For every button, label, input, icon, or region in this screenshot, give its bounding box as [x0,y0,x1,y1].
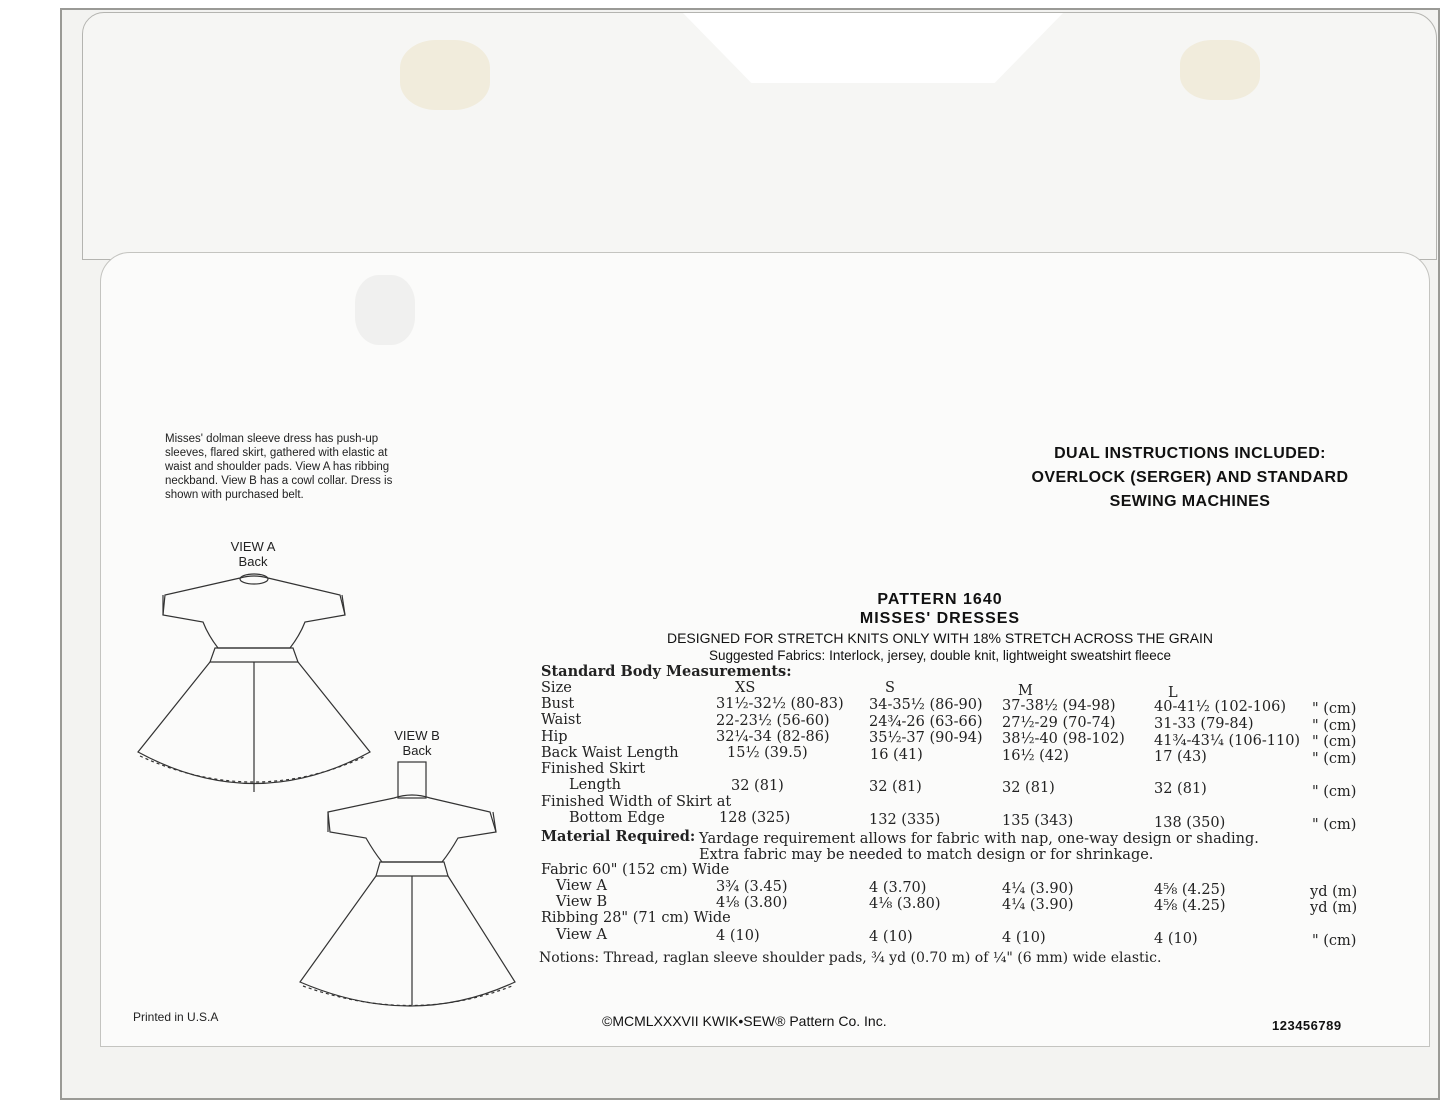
ribbing-view-a-l: 4 (10) [1154,931,1198,947]
flap-stain [400,40,490,110]
size-s: S [885,680,895,696]
dual-line: OVERLOCK (SERGER) AND STANDARD [1031,469,1349,486]
fabric-label: Fabric 60" (152 cm) Wide [541,862,730,878]
skirt-width-label-1: Finished Width of Skirt at [541,794,732,810]
fabric-view-a-s: 4 (3.70) [869,880,927,896]
skirt-length-label-2: Length [569,777,621,793]
waist-l: 31-33 (79-84) [1154,716,1254,732]
skirt-length-unit: " (cm) [1312,784,1357,800]
fabric-view-b-l: 4⅝ (4.25) [1154,898,1226,914]
skirt-length-m: 32 (81) [1002,780,1055,796]
size-l: L [1168,685,1178,701]
skirt-width-label-2: Bottom Edge [569,810,665,826]
printed-in: Printed in U.S.A [133,1010,219,1024]
fabric-view-a-m: 4¼ (3.90) [1002,881,1074,897]
description-line: Misses' dolman sleeve dress has push-up [165,433,379,445]
fabric-view-b-label: View B [556,894,608,910]
waist-unit: " (cm) [1312,718,1357,734]
back-waist-m: 16½ (42) [1002,748,1069,764]
bust-m: 37-38½ (94-98) [1002,698,1116,714]
description-line: sleeves, flared skirt, gathered with elastic at [165,447,388,459]
view-b-title: VIEW B [394,728,440,743]
view-b-label [377,728,457,758]
back-waist-l: 17 (43) [1154,749,1207,765]
notions: Notions: Thread, raglan sleeve shoulder pads, ¾ yd (0.70 m) of ¼" (6 mm) wide elastic. [539,950,1162,966]
fabric-view-b-xs: 4⅛ (3.80) [716,895,788,911]
row-label-hip: Hip [541,729,568,745]
hip-xs: 32¼-34 (82-86) [716,729,830,745]
material-heading: Material Required: [541,828,696,845]
row-label-back-waist: Back Waist Length [541,745,679,761]
size-m: M [1018,683,1033,699]
flap-notch [683,13,1063,83]
skirt-length-xs: 32 (81) [731,778,784,794]
description-line: waist and shoulder pads. View A has ribbing [165,461,390,473]
dual-line: DUAL INSTRUCTIONS INCLUDED: [1054,445,1326,462]
row-label-bust: Bust [541,696,575,712]
pattern-code: 123456789 [1272,1018,1342,1033]
skirt-length-s: 32 (81) [869,779,922,795]
ribbing-view-a-xs: 4 (10) [716,928,760,944]
hip-l: 41¾-43¼ (106-110) [1154,733,1301,749]
fabric-view-a-xs: 3¾ (3.45) [716,879,788,895]
dual-instructions-note [990,442,1390,514]
skirt-length-l: 32 (81) [1154,781,1207,797]
waist-xs: 22-23½ (56-60) [716,713,830,729]
panel-tear [355,275,415,345]
skirt-width-m: 135 (343) [1002,813,1074,829]
view-a-sub: Back [238,554,268,569]
view-b-dress-illustration [290,760,520,1015]
hip-m: 38½-40 (98-102) [1002,731,1125,747]
bust-s: 34-35½ (86-90) [869,697,983,713]
back-waist-xs: 15½ (39.5) [727,745,808,761]
view-b-sub: Back [402,743,432,758]
dual-line: SEWING MACHINES [1109,493,1271,510]
ribbing-view-a-unit: " (cm) [1312,933,1357,949]
skirt-width-xs: 128 (325) [719,810,791,826]
flap-stain [1180,40,1260,100]
back-waist-unit: " (cm) [1312,751,1357,767]
ribbing-label: Ribbing 28" (71 cm) Wide [541,910,731,926]
pattern-description [165,432,465,502]
material-note-2: Extra fabric may be needed to match design or for shrinkage. [699,847,1154,863]
fabric-view-a-unit: yd (m) [1310,884,1358,900]
fabric-view-b-unit: yd (m) [1310,900,1358,916]
designed-note: DESIGNED FOR STRETCH KNITS ONLY WITH 18% STRETCH ACROSS THE GRAIN [666,630,1214,646]
pattern-number: PATTERN 1640 [877,591,1003,608]
back-waist-s: 16 (41) [870,747,923,763]
pattern-name: MISSES' DRESSES [859,610,1021,627]
skirt-length-label-1: Finished Skirt [541,761,646,777]
description-line: neckband. View B has a cowl collar. Dress is [165,475,393,487]
fabric-view-a-label: View A [556,878,607,894]
size-xs: XS [735,680,756,696]
waist-m: 27½-29 (70-74) [1002,715,1116,731]
hip-unit: " (cm) [1312,734,1357,750]
skirt-width-unit: " (cm) [1312,817,1357,833]
view-a-title: VIEW A [230,539,276,554]
material-note-1: Yardage requirement allows for fabric with nap, one-way design or shading. [699,831,1259,847]
waist-s: 24¾-26 (63-66) [869,714,983,730]
size-label: Size [541,680,572,696]
measurements-heading: Standard Body Measurements: [541,663,792,680]
description-line: shown with purchased belt. [165,489,304,501]
bust-unit: " (cm) [1312,701,1357,717]
skirt-width-s: 132 (335) [869,812,941,828]
pattern-header [540,590,1340,664]
ribbing-view-a-label: View A [556,927,607,943]
ribbing-view-a-m: 4 (10) [1002,930,1046,946]
hip-s: 35½-37 (90-94) [869,730,983,746]
view-a-label [213,539,293,569]
suggested-fabrics: Suggested Fabrics: Interlock, jersey, double knit, lightweight sweatshirt fleece [709,648,1171,663]
skirt-width-l: 138 (350) [1154,815,1226,831]
bust-l: 40-41½ (102-106) [1154,699,1287,715]
ribbing-view-a-s: 4 (10) [869,929,913,945]
fabric-view-a-l: 4⅝ (4.25) [1154,882,1226,898]
fabric-view-b-s: 4⅛ (3.80) [869,896,941,912]
fabric-view-b-m: 4¼ (3.90) [1002,897,1074,913]
bust-xs: 31½-32½ (80-83) [716,696,844,712]
copyright: ©MCMLXXXVII KWIK•SEW® Pattern Co. Inc. [602,1013,887,1029]
row-label-waist: Waist [541,712,582,728]
